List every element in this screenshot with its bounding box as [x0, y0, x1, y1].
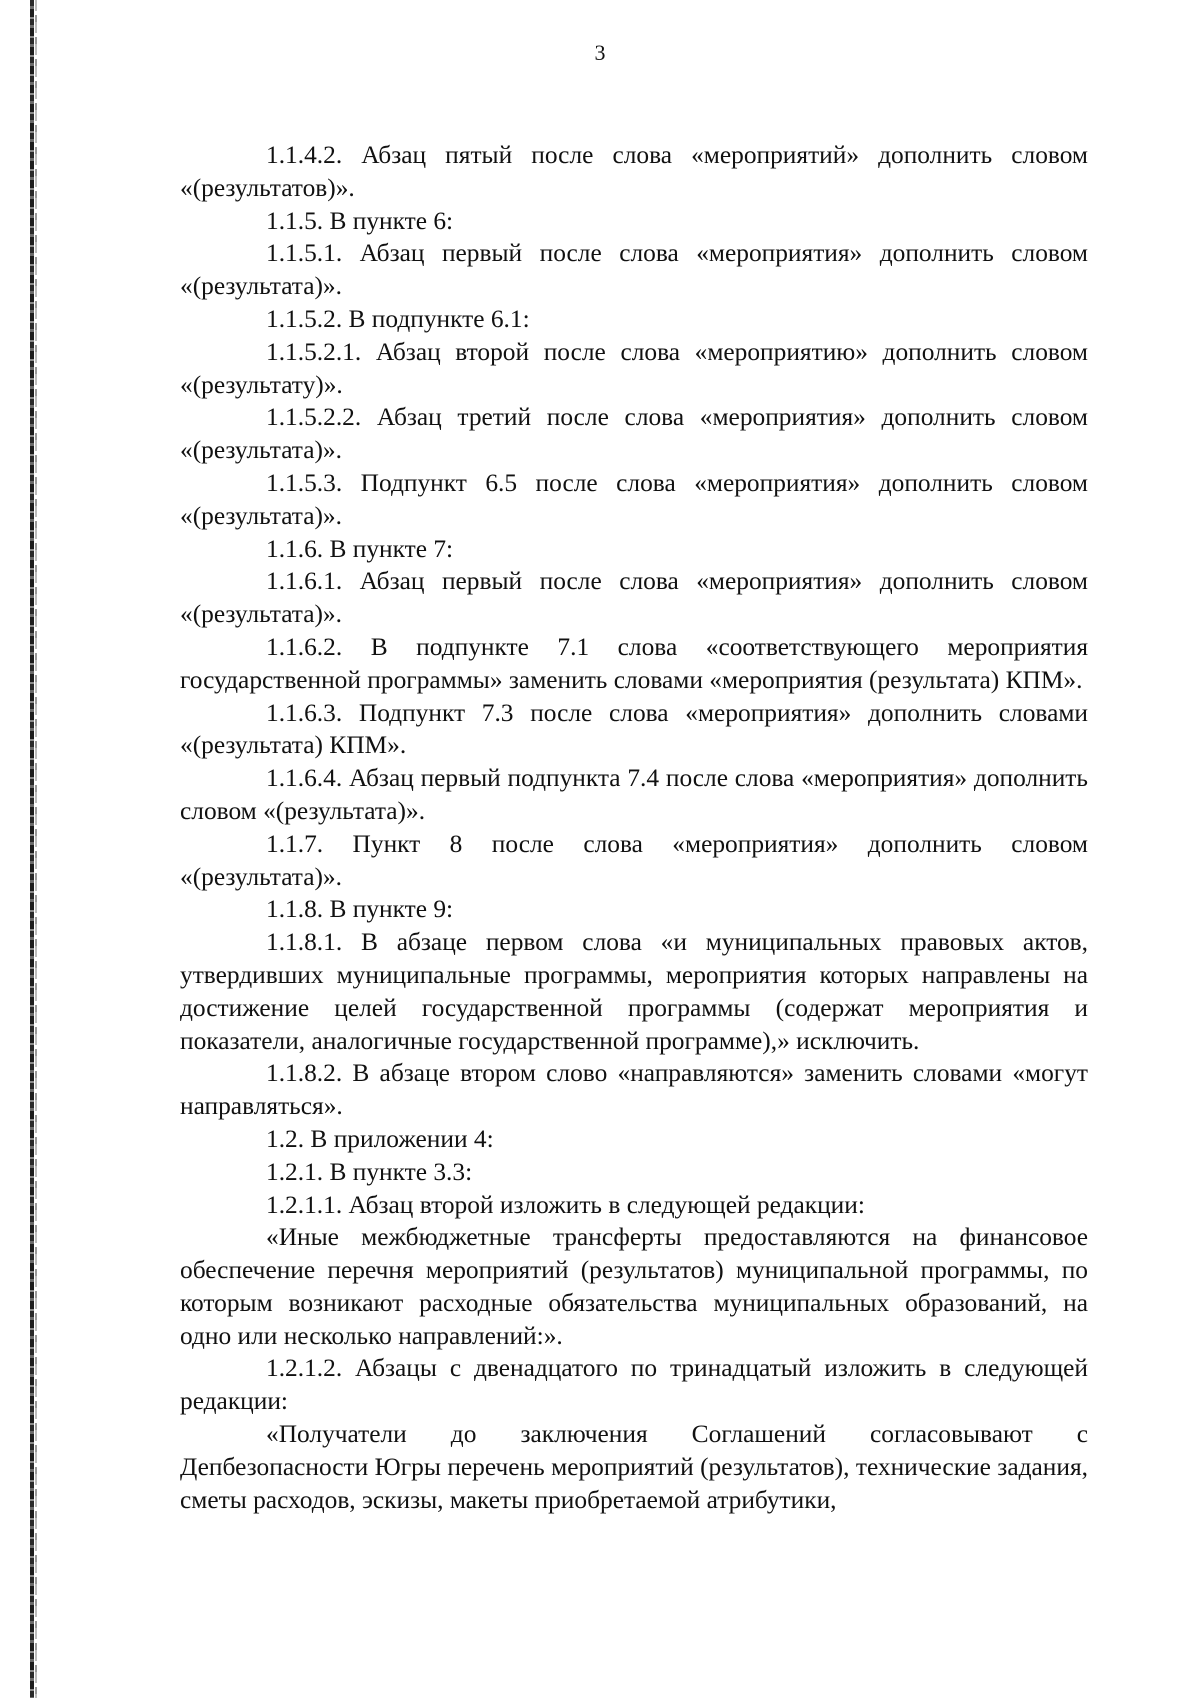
paragraph-1-1-7: 1.1.7. Пункт 8 после слова «мероприятия» дополнить словом «(результата)». [180, 829, 1088, 891]
paragraph-1-1-4-2: 1.1.4.2. Абзац пятый после слова «мероприятий» дополнить словом «(результатов)». [180, 141, 1088, 202]
paragraph-1-1-5-2-1: 1.1.5.2.1. Абзац второй после слова «мероприятию» дополнить словом «(результату)». [180, 337, 1088, 399]
paragraph-1-1-6: 1.1.6. В пункте 7: [266, 534, 454, 563]
paragraph-1-1-5-1: 1.1.5.1. Абзац первый после слова «мероприятия» дополнить словом «(результата)». [180, 239, 1088, 301]
paragraph-1-1-8-2: 1.1.8.2. В абзаце втором слово «направляются» заменить словами «могут направляться». [180, 1059, 1088, 1121]
paragraph-1-1-5-3: 1.1.5.3. Подпункт 6.5 после слова «мероприятия» дополнить словом «(результата)». [180, 468, 1088, 530]
page-number: 3 [594, 40, 606, 65]
paragraph-1-1-6-2: 1.1.6.2. В подпункте 7.1 слова «соответствующего мероприятия государственной программы» заменить словами «мероприятия (результата) КПМ». [180, 632, 1088, 694]
paragraph-1-2: 1.2. В приложении 4: [266, 1124, 494, 1153]
paragraph-1-2-1: 1.2.1. В пункте 3.3: [266, 1157, 473, 1186]
paragraph-1-1-8-1: 1.1.8.1. В абзаце первом слова «и муниципальных правовых актов, утвердивших муниципальные программы, мероприятия которых направлены на достижение целей государственной программы (содержат мероприятия и показатели, аналогичные государственной программе),» исключить. [180, 928, 1088, 1055]
paragraph-1-2-1-1: 1.2.1.1. Абзац второй изложить в следующей редакции: [266, 1190, 865, 1219]
paragraph-1-1-8: 1.1.8. В пункте 9: [266, 895, 454, 924]
scan-edge-shadow-inner [35, 0, 37, 1698]
paragraph-1-2-1-2: 1.2.1.2. Абзацы с двенадцатого по тринадцатый изложить в следующей редакции: [180, 1354, 1088, 1416]
paragraph-1-1-6-4: 1.1.6.4. Абзац первый подпункта 7.4 после слова «мероприятия» дополнить словом «(результата)». [180, 764, 1088, 825]
paragraph-quote-transfers: «Иные межбюджетные трансферты предоставляются на финансовое обеспечение перечня мероприятий (результатов) муниципальной программы, по которым возникают расходные обязательства муниципальных образований, на одно или несколько направлений:». [180, 1223, 1088, 1350]
paragraph-quote-recipients: «Получатели до заключения Соглашений согласовывают с Депбезопасности Югры перечень мероприятий (результатов), технические задания, сметы расходов, эскизы, макеты приобретаемой атрибутики, [180, 1420, 1088, 1514]
paragraph-1-1-5-2-2: 1.1.5.2.2. Абзац третий после слова «мероприятия» дополнить словом «(результата)». [180, 403, 1088, 465]
paragraph-1-1-5-2: 1.1.5.2. В подпункте 6.1: [266, 304, 530, 333]
document-body [180, 139, 1088, 1516]
paragraph-1-1-6-3: 1.1.6.3. Подпункт 7.3 после слова «мероприятия» дополнить словами «(результата) КПМ». [180, 698, 1088, 760]
paragraph-1-1-5: 1.1.5. В пункте 6: [266, 206, 454, 235]
paragraph-1-1-6-1: 1.1.6.1. Абзац первый после слова «мероприятия» дополнить словом «(результата)». [180, 567, 1088, 629]
scan-edge-shadow [30, 0, 34, 1698]
